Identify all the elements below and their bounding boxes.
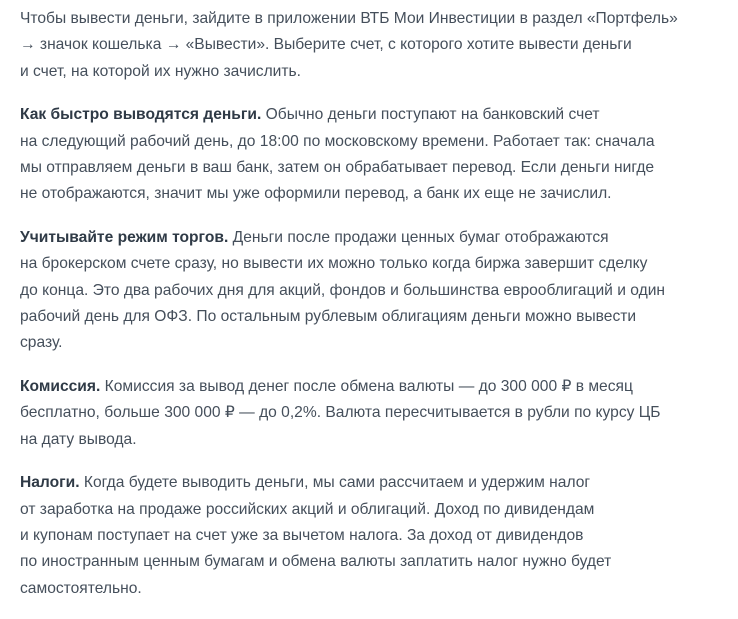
text-fragment: Обычно деньги поступают на банковский счет <box>261 106 600 124</box>
paragraph-heading: Комиссия. <box>20 377 101 395</box>
text-line: не отображаются, значит мы уже оформили перевод, а банк их еще не зачислил. <box>20 185 612 203</box>
text-line: по иностранным ценным бумагам и обмена валюты заплатить налог нужно будет <box>20 553 612 571</box>
article-body <box>20 6 720 619</box>
paragraph-trading-mode <box>20 225 720 357</box>
paragraph-commission <box>20 374 720 453</box>
text-line: сразу. <box>20 334 63 352</box>
text-fragment: Когда будете выводить деньги, мы сами рассчитаем и удержим налог <box>79 474 591 492</box>
paragraph-heading: Налоги. <box>20 474 80 492</box>
text-line: самостоятельно. <box>20 579 142 597</box>
paragraph-heading: Как быстро выводятся деньги. <box>20 106 262 124</box>
text-line: Чтобы вывести деньги, зайдите в приложении ВТБ Мои Инвестиции в раздел «Портфель» <box>20 10 678 27</box>
paragraph-intro <box>20 6 720 85</box>
text-fragment: Комиссия за вывод денег после обмена валюты — до 300 000 ₽ в месяц <box>100 377 633 395</box>
text-line: бесплатно, больше 300 000 ₽ — до 0,2%. Валюта пересчитывается в рубли по курсу ЦБ <box>20 404 661 422</box>
text-line <box>20 102 720 128</box>
text-line: на дату вывода. <box>20 430 137 448</box>
text-line: до конца. Это два рабочих дня для акций, фондов и большинства еврооблигаций и один <box>20 281 666 299</box>
text-line <box>20 470 720 496</box>
text-line <box>20 225 720 251</box>
text-line: → значок кошелька → «Вывести». Выберите счет, с которого хотите вывести деньги <box>20 36 632 54</box>
text-line: и купонам поступает на счет уже за вычетом налога. За доход от дивидендов <box>20 526 584 544</box>
text-fragment: Деньги после продажи ценных бумаг отображаются <box>228 228 609 246</box>
text-line: на следующий рабочий день, до 18:00 по московскому времени. Работает так: сначала <box>20 132 655 150</box>
paragraph-taxes <box>20 470 720 602</box>
text-line: рабочий день для ОФЗ. По остальным рублевым облигациям деньги можно вывести <box>20 308 637 326</box>
text-line: мы отправляем деньги в ваш банк, затем он обрабатывает перевод. Если деньги нигде <box>20 159 655 177</box>
text-line <box>20 374 720 400</box>
paragraph-withdrawal-speed <box>20 102 720 208</box>
paragraph-heading: Учитывайте режим торгов. <box>20 228 229 246</box>
text-line: от заработка на продаже российских акций и облигаций. Доход по дивидендам <box>20 500 595 518</box>
text-line: и счет, на которой их нужно зачислить. <box>20 62 301 80</box>
text-line: на брокерском счете сразу, но вывести их можно только когда биржа завершит сделку <box>20 255 648 273</box>
